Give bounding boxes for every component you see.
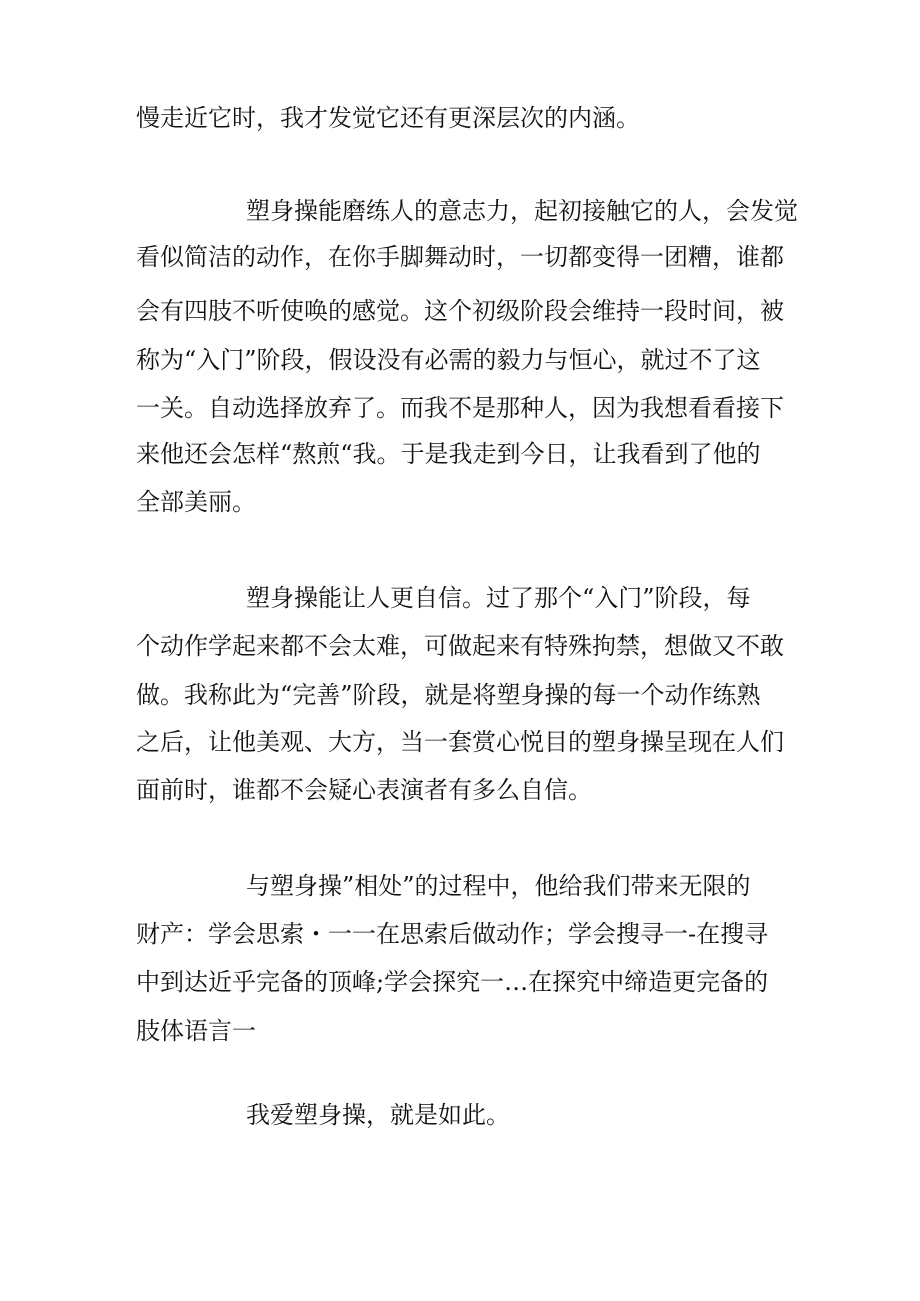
paragraph-line: 做。我称此为“完善”阶段，就是将塑身操的每一个动作练熟 — [136, 681, 761, 709]
paragraph-line: 与塑身操”相处”的过程中，他给我们带来无限的 — [246, 872, 751, 900]
paragraph-line: 塑身操能让人更自信。过了那个“入门”阶段，每 — [246, 584, 751, 612]
paragraph-line: 会有四肢不听使唤的感觉。这个初级阶段会维持一段时间，被 — [136, 297, 784, 325]
paragraph-line: 来他还会怎样“熬煎“我。于是我走到今日，让我看到了他的 — [136, 440, 761, 468]
paragraph-line: 全部美丽。 — [136, 488, 256, 516]
paragraph-line: 称为“入门”阶段，假设没有必需的毅力与恒心，就过不了这 — [136, 346, 761, 374]
paragraph-line: 个动作学起来都不会太难，可做起来有特殊拘禁，想做又不敢 — [136, 632, 784, 660]
paragraph-line: 塑身操能磨练人的意志力，起初接触它的人，会发觉 — [246, 197, 798, 225]
paragraph-line: 一关。自动选择放弃了。而我不是那种人，因为我想看看接下 — [136, 394, 784, 422]
paragraph-line: 看似简洁的动作，在你手脚舞动时，一切都变得一团糟，谁都 — [136, 243, 784, 271]
paragraph-line: 我爱塑身操，就是如此。 — [246, 1101, 510, 1129]
paragraph-line: 面前时，谁都不会疑心表演者有多么自信。 — [136, 776, 592, 804]
paragraph-continuation-line: 慢走近它时，我才发觉它还有更深层次的内涵。 — [136, 104, 640, 132]
paragraph-line: 之后，让他美观、大方，当一套赏心悦目的塑身操呈现在人们 — [136, 728, 784, 756]
paragraph-line: 财产：学会思索・一一在思索后做动作；学会搜寻一-在搜寻 — [136, 920, 769, 948]
paragraph-line: 肢体语言一 — [136, 1017, 256, 1045]
paragraph-line: 中到达近乎完备的顶峰;学会探究一…在探究中缔造更完备的 — [136, 968, 769, 996]
